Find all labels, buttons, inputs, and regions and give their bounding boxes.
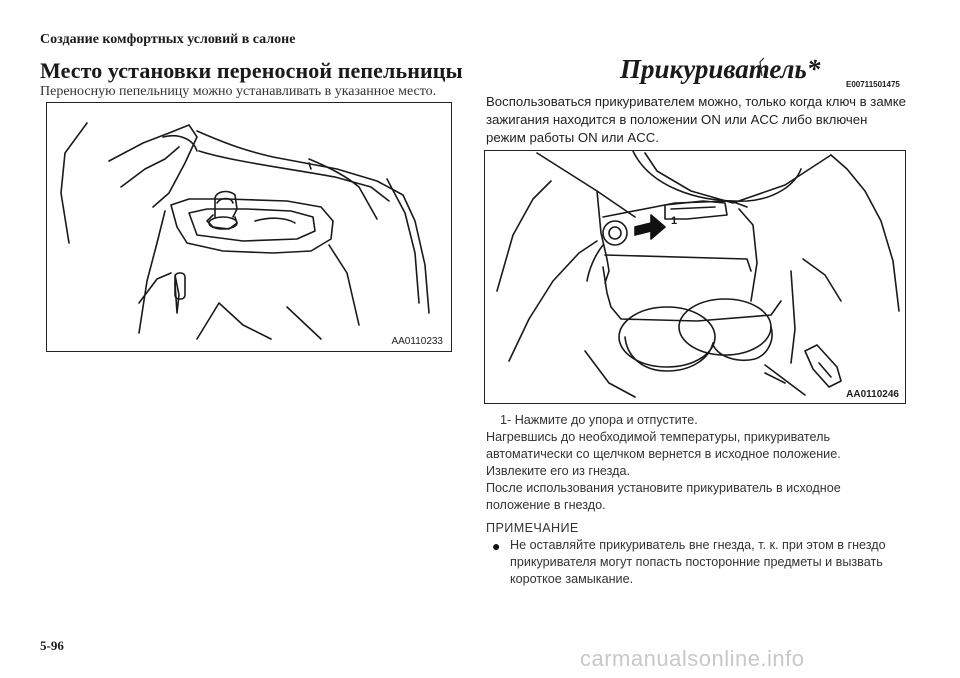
- step-return: После использования установите прикуриватель в исходное положение в гнездо.: [486, 481, 841, 512]
- lighter-callout-number: 1: [671, 215, 678, 227]
- lighter-doc-code: E00711501475: [846, 80, 900, 89]
- bullet-icon: ●: [492, 538, 501, 554]
- step-heat: Нагревшись до необходимой температуры, прикуриватель автоматически со щелчком вернется в исходное положение.: [486, 430, 841, 461]
- ashtray-location-figure: [46, 102, 452, 352]
- page-number: 5-96: [40, 638, 64, 653]
- ashtray-figure-code: AA0110233: [391, 336, 443, 347]
- note-heading: ПРИМЕЧАНИЕ: [486, 521, 579, 535]
- ashtray-intro-text: Переносную пепельницу можно устанавливать в указанное место.: [40, 84, 437, 99]
- watermark: carmanualsonline.info: [580, 646, 805, 671]
- section-header: Создание комфортных условий в салоне: [40, 32, 296, 47]
- cigarette-lighter-title: Прикуриватель*: [620, 54, 821, 84]
- lighter-figure-code: AA0110246: [846, 389, 899, 400]
- lighter-instructions: [486, 412, 906, 514]
- note-item: [490, 537, 906, 588]
- ashtray-console-drawing: [47, 103, 451, 351]
- cigarette-lighter-figure: [484, 150, 906, 404]
- margin-mark-icon: [756, 56, 770, 78]
- note-text: Не оставляйте прикуриватель вне гнезда, т. к. при этом в гнездо прикуривателя могут попасть посторонние предметы и вызвать короткое замыкание.: [510, 538, 886, 586]
- step-press: 1- Нажмите до упора и отпустите.: [500, 413, 698, 427]
- ashtray-section-title: Место установки переносной пепельницы: [40, 58, 463, 83]
- step-remove: Извлеките его из гнезда.: [486, 464, 631, 478]
- lighter-console-drawing: [485, 151, 905, 403]
- lighter-intro-text: Воспользоваться прикуривателем можно, только когда ключ в замке зажигания находится в положении ON или ACC либо включен режим работы ON или ACC.: [486, 94, 906, 145]
